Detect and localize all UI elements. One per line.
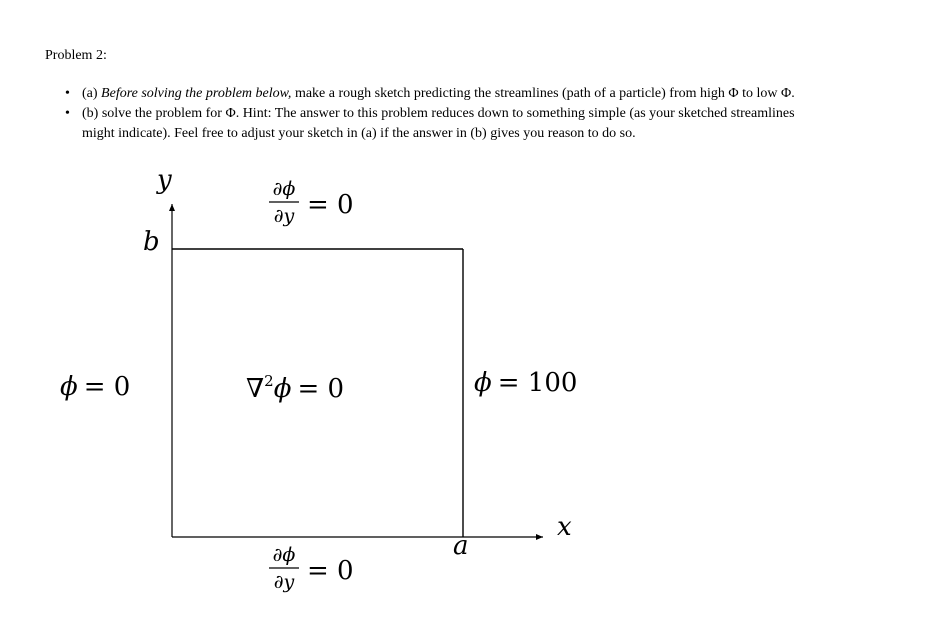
a-label: a — [453, 531, 469, 561]
nabla-power: 2 — [264, 372, 274, 390]
left-bc-rhs: = 0 — [83, 372, 131, 402]
problem-heading: Problem 2: — [45, 48, 107, 63]
bullet-marker: • — [65, 86, 70, 101]
part-a-label: (a) — [82, 86, 98, 101]
y-axis-label: y — [157, 165, 172, 195]
part-a-text: make a rough sketch predicting the streamlines (path of a particle) from high Φ to low Φ. — [294, 86, 795, 101]
right-bc-phi: ϕ — [474, 368, 492, 398]
pde-phi: ϕ — [273, 374, 292, 404]
right-bc-rhs: = 100 — [497, 368, 578, 398]
bottom-bc-denominator: ∂y — [273, 571, 295, 593]
part-a-italic-text: Before solving the problem below, — [101, 86, 292, 101]
right-boundary-condition — [474, 368, 577, 398]
bottom-boundary-condition — [269, 544, 354, 593]
bottom-bc-numerator: ∂ϕ — [272, 544, 296, 566]
laplace-equation — [246, 372, 344, 404]
b-label: b — [143, 227, 160, 257]
bullet-marker: • — [65, 106, 70, 121]
part-b-text-line1: solve the problem for Φ. Hint: The answer to this problem reduces down to something simple (as your sketched streamlines — [101, 106, 795, 121]
bottom-bc-rhs: = 0 — [307, 556, 354, 586]
x-axis-label: x — [557, 512, 572, 542]
top-bc-rhs: = 0 — [307, 190, 354, 220]
top-bc-denominator: ∂y — [273, 205, 295, 227]
top-bc-numerator: ∂ϕ — [272, 178, 296, 200]
pde-rhs: = 0 — [297, 374, 345, 404]
nabla-symbol: ∇ — [246, 374, 265, 404]
left-bc-phi: ϕ — [60, 372, 78, 402]
part-b-label: (b) — [82, 106, 99, 121]
left-boundary-condition — [60, 372, 130, 402]
top-boundary-condition — [269, 178, 354, 227]
part-b-text-line2: might indicate). Feel free to adjust your sketch in (a) if the answer in (b) gives you reason to do so. — [82, 126, 636, 141]
